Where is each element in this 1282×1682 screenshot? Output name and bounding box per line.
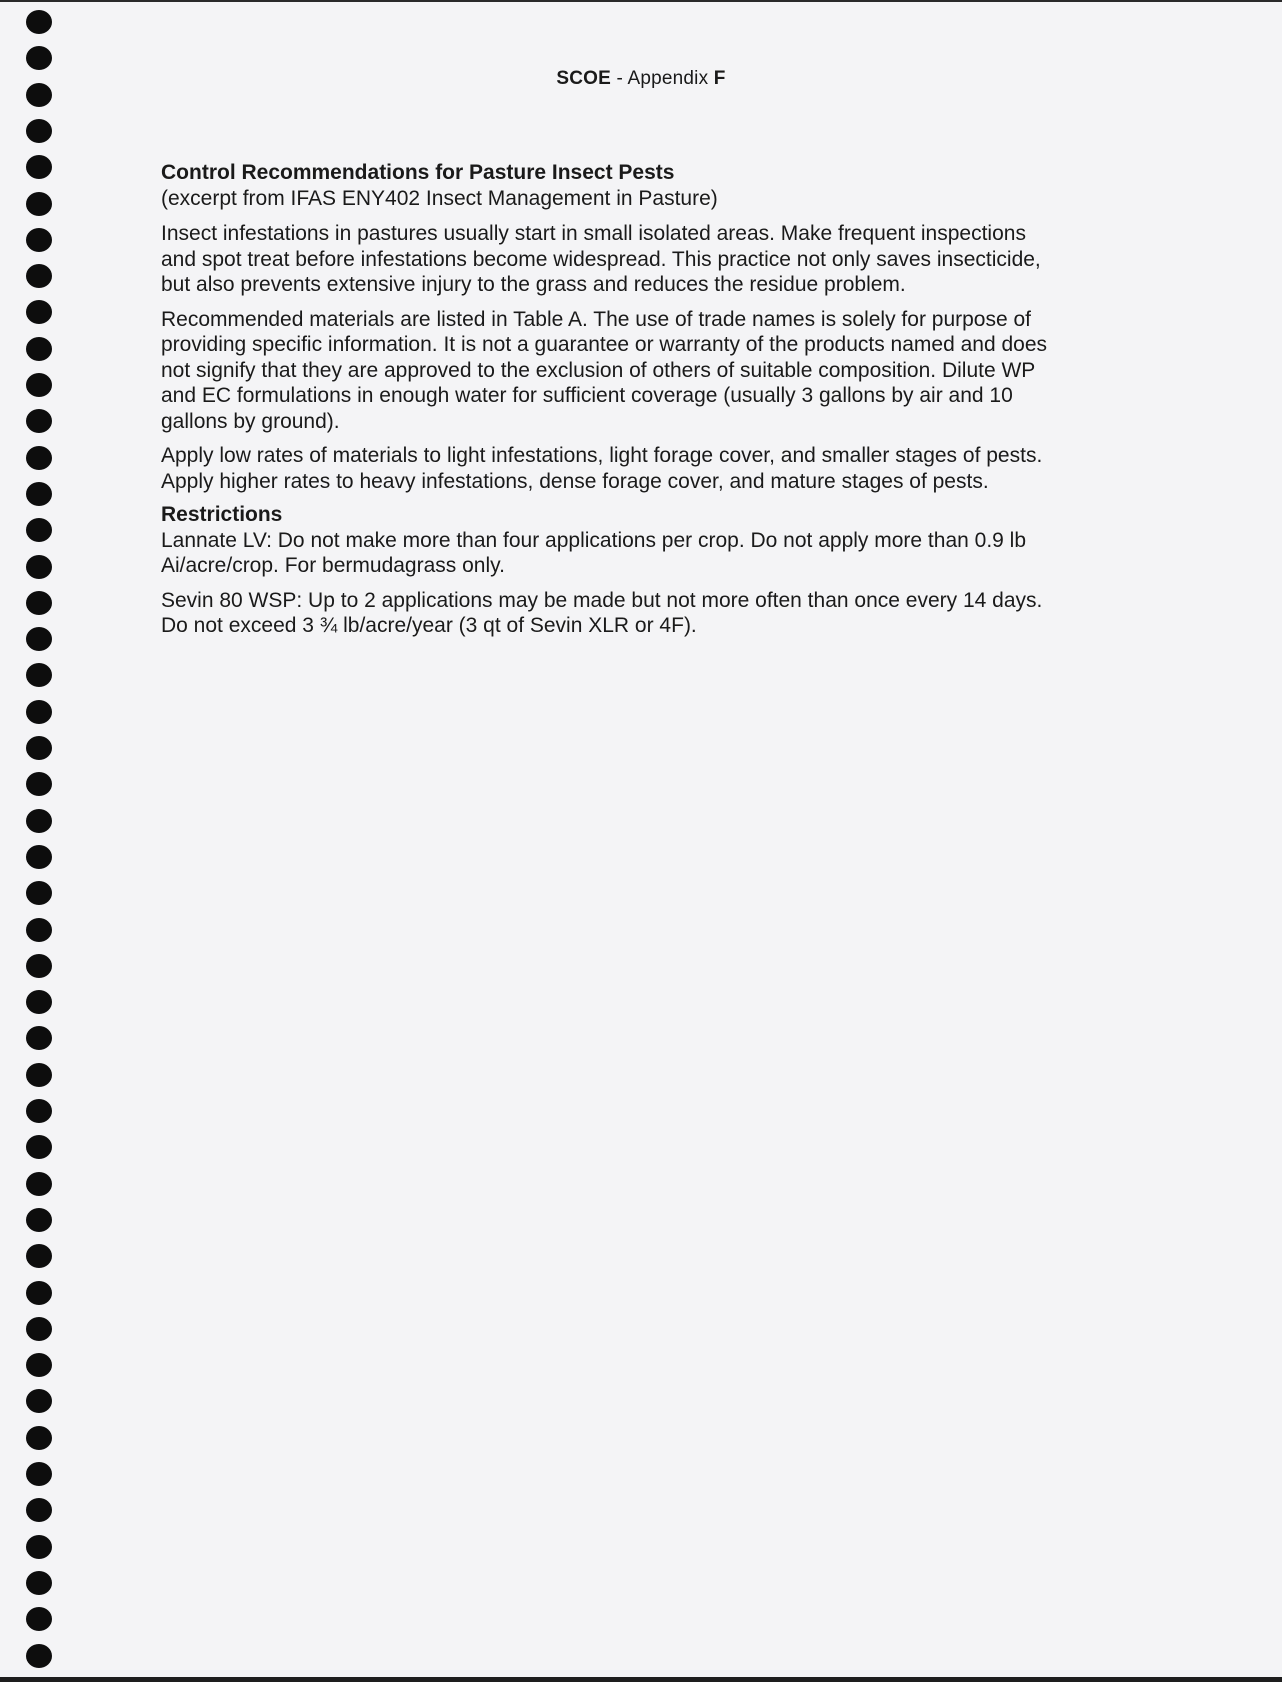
binding-hole xyxy=(26,409,52,433)
binding-hole xyxy=(26,990,52,1014)
binding-hole xyxy=(26,228,52,252)
binding-hole xyxy=(26,1571,52,1595)
binding-hole xyxy=(26,482,52,506)
binding-hole xyxy=(26,918,52,942)
binding-hole xyxy=(26,119,52,143)
binding-hole xyxy=(26,1426,52,1450)
binding-hole xyxy=(26,1099,52,1123)
binding-hole xyxy=(26,772,52,796)
restrictions-heading: Restrictions xyxy=(161,503,283,526)
binding-hole xyxy=(26,1063,52,1087)
binding-hole xyxy=(26,155,52,179)
binding-hole xyxy=(26,192,52,216)
binding-hole xyxy=(26,1244,52,1268)
header-appendix-letter: F xyxy=(713,68,726,89)
binding-hole xyxy=(26,10,52,34)
binding-hole xyxy=(26,881,52,905)
binding-hole xyxy=(26,518,52,542)
binding-hole xyxy=(26,300,52,324)
paragraph-rates: Apply low rates of materials to light infestations, light forage cover, and smaller stages of pests. Apply higher rates to heavy infestations, dense forage cover, and mature stages of pests. xyxy=(161,444,1043,493)
restriction-sevin: Sevin 80 WSP: Up to 2 applications may be made but not more often than once every 14 days. Do not exceed 3 ¾ lb/acre/year (3 qt of Sevin XLR or 4F). xyxy=(161,588,1043,637)
page-header xyxy=(0,68,1282,90)
binding-hole xyxy=(26,700,52,724)
header-separator: - xyxy=(611,68,628,89)
binding-hole xyxy=(26,46,52,70)
binding-hole xyxy=(26,1172,52,1196)
binding-hole xyxy=(26,809,52,833)
binding-hole xyxy=(26,663,52,687)
binding-hole xyxy=(26,1026,52,1050)
binding-hole xyxy=(26,1498,52,1522)
spiral-binding-holes xyxy=(26,10,54,1680)
binding-hole xyxy=(26,555,52,579)
binding-hole xyxy=(26,337,52,361)
binding-hole xyxy=(26,736,52,760)
binding-hole xyxy=(26,1644,52,1668)
binding-hole xyxy=(26,446,52,470)
binding-hole xyxy=(26,1135,52,1159)
paragraph-materials: Recommended materials are listed in Table A. The use of trade names is solely for purpose of providing specific information. It is not a guarantee or warranty of the products named and does not signify that they are approved to the exclusion of others of suitable composition. Dilute WP and EC formulations in enough water for sufficient coverage (usually 3 gallons by air and 10 gallons by ground). xyxy=(161,307,1047,433)
binding-hole xyxy=(26,264,52,288)
document-title: Control Recommendations for Pasture Insect Pests xyxy=(161,161,675,184)
document-subtitle: (excerpt from IFAS ENY402 Insect Management in Pasture) xyxy=(161,186,718,210)
binding-hole xyxy=(26,627,52,651)
binding-hole xyxy=(26,845,52,869)
binding-hole xyxy=(26,1535,52,1559)
paragraph-infestations: Insect infestations in pastures usually start in small isolated areas. Make frequent inspections and spot treat before infestations become widespread. This practice not only saves insecticide, but also prevents extensive injury to the grass and reduces the residue problem. xyxy=(161,222,1041,296)
binding-hole xyxy=(26,1607,52,1631)
document-body xyxy=(161,160,1161,648)
binding-hole xyxy=(26,1281,52,1305)
binding-hole xyxy=(26,373,52,397)
binding-hole xyxy=(26,1462,52,1486)
restriction-lannate: Lannate LV: Do not make more than four applications per crop. Do not apply more than 0.9 lb Ai/acre/crop. For bermudagrass only. xyxy=(161,528,1027,577)
binding-hole xyxy=(26,954,52,978)
binding-hole xyxy=(26,1353,52,1377)
header-scoe: SCOE xyxy=(556,68,612,89)
binding-hole xyxy=(26,1389,52,1413)
header-appendix: Appendix xyxy=(627,68,709,89)
binding-hole xyxy=(26,1317,52,1341)
binding-hole xyxy=(26,591,52,615)
binding-hole xyxy=(26,1208,52,1232)
